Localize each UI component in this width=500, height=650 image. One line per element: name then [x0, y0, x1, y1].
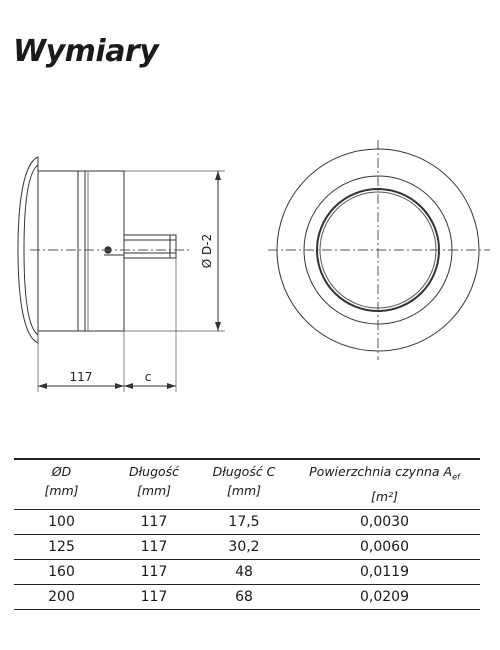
table-row: [14, 559, 480, 584]
cell-length-c: 17,5: [199, 509, 289, 534]
cell-area: 0,0119: [289, 559, 480, 584]
table-header-row: [14, 459, 480, 509]
cell-diameter: 100: [14, 509, 109, 534]
cell-area: 0,0209: [289, 584, 480, 609]
cell-length-c: 48: [199, 559, 289, 584]
table-row: [14, 584, 480, 609]
cell-diameter: 160: [14, 559, 109, 584]
header-diameter: ØD [mm]: [14, 459, 109, 509]
cell-area: 0,0030: [289, 509, 480, 534]
dimensions-table: [14, 458, 480, 610]
dimension-label-c: c: [144, 370, 152, 384]
damper-element: [124, 235, 176, 258]
dimension-label-117: 117: [69, 370, 93, 384]
cell-diameter: 125: [14, 534, 109, 559]
table-row: [14, 509, 480, 534]
cell-length-c: 30,2: [199, 534, 289, 559]
cell-diameter: 200: [14, 584, 109, 609]
page-title: Wymiary: [13, 34, 159, 69]
cell-area: 0,0060: [289, 534, 480, 559]
cell-length: 117: [109, 534, 199, 559]
header-effective-area: Powierzchnia czynna $A_{ef}$ [m²]: [289, 459, 480, 509]
cell-length-c: 68: [199, 584, 289, 609]
cell-length: 117: [109, 559, 199, 584]
cell-length: 117: [109, 584, 199, 609]
header-length-c: Długość C [mm]: [199, 459, 289, 509]
dimension-label-d2: Ø D-2: [200, 233, 214, 269]
cell-length: 117: [109, 509, 199, 534]
table-row: [14, 534, 480, 559]
header-length: Długość [mm]: [109, 459, 199, 509]
